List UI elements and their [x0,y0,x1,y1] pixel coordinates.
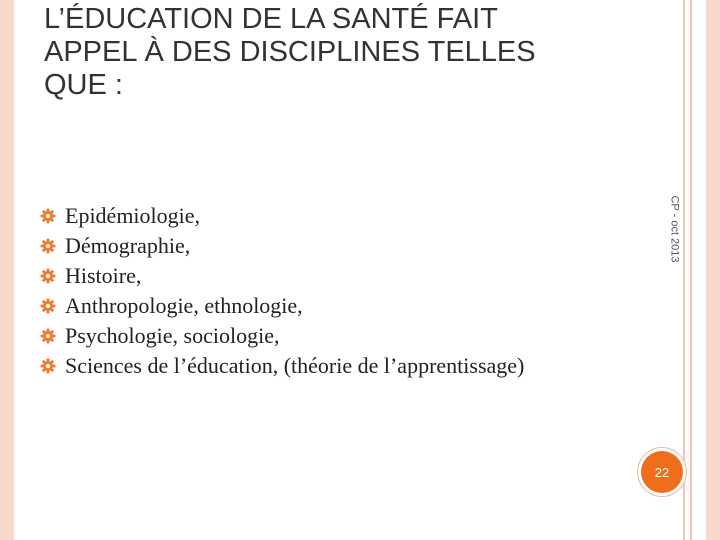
gear-bullet-icon [40,238,56,254]
bullet-text: Démographie, [65,233,191,258]
gear-bullet-icon [40,268,56,284]
bullet-text: Psychologie, sociologie, [65,323,280,348]
gear-bullet-icon [40,328,56,344]
bullet-text: Histoire, [65,263,142,288]
bullet-list [40,201,524,381]
bullet-text: Anthropologie, ethnologie, [65,293,303,318]
gear-bullet-icon [40,298,56,314]
side-date-label [667,189,683,269]
page-number: 22 [654,464,670,480]
list-item [40,201,524,231]
list-item [40,291,524,321]
list-item [40,231,524,261]
right-decorative-band [706,0,720,540]
page-number-badge [641,451,683,493]
left-decorative-band [0,0,14,540]
gear-bullet-icon [40,208,56,224]
list-item [40,321,524,351]
right-decorative-line [690,0,692,540]
slide-title: L’ÉDUCATION DE LA SANTÉ FAIT APPEL À DES DISCIPLINES TELLES QUE : [44,3,536,101]
list-item [40,351,524,381]
side-date-text: CP - oct 2013 [669,195,681,263]
list-item [40,261,524,291]
right-decorative-line [683,0,685,540]
gear-bullet-icon [40,358,56,374]
bullet-text: Sciences de l’éducation, (théorie de l’apprentissage) [65,353,525,378]
bullet-text: Epidémiologie, [65,203,201,228]
